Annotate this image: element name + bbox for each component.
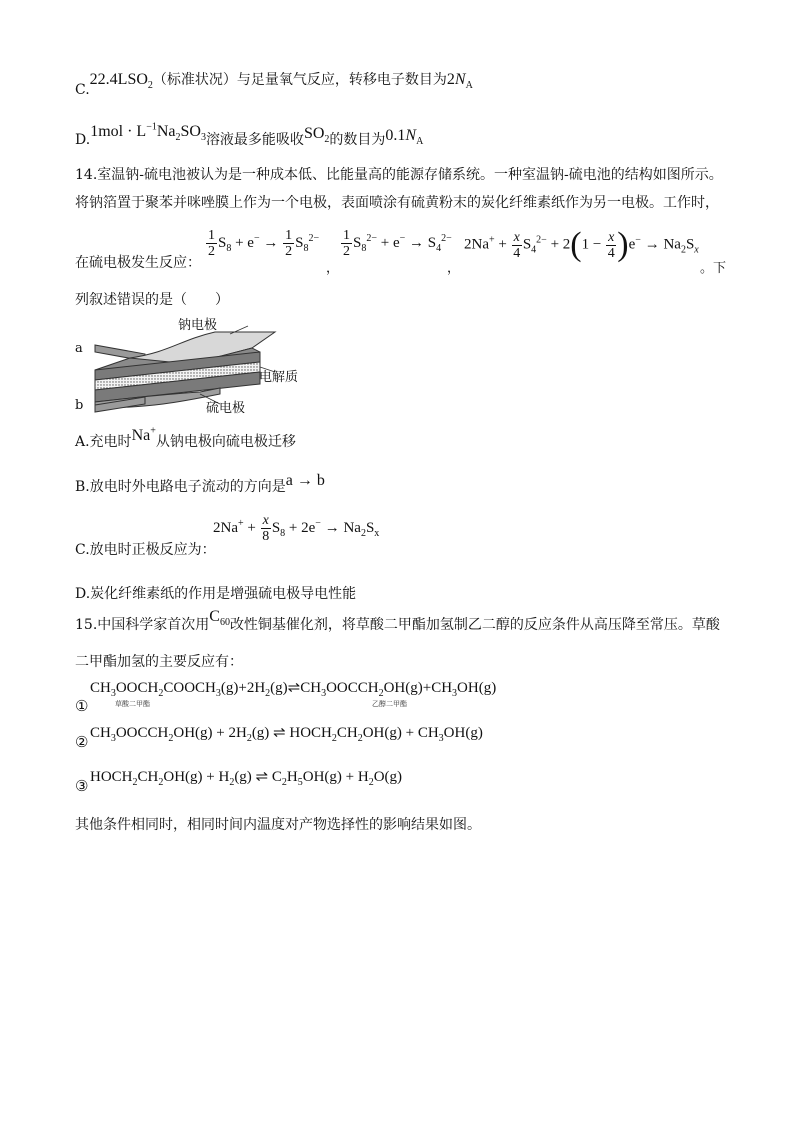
q15-conclusion: 其他条件相同时，相同时间内温度对产物选择性的影响结果如图。: [75, 817, 481, 833]
option-d-text2: 的数目为: [329, 132, 386, 148]
reaction-2: $CH_3OOCCH_2OH(g) + 2H_2(g)$ ⇌ $HOCH_2CH_2OH(g) + CH_3OH(g)$: [90, 725, 483, 744]
reaction-number-3: ③: [75, 777, 89, 795]
q14-line1: 14.室温钠-硫电池被认为是一种成本低、比能量高的能源存储系统。一种室温钠-硫电池的结构如图所示。: [75, 167, 723, 183]
q13-option-c: [75, 71, 473, 100]
reaction-1: $CH_3OOCH_2COOCH_3(g)+2H_2(g)\rightleftharpoons CH_3OOCCH_2OH(g)+CH_3OH(g)$: [90, 680, 497, 699]
option-c-answer: $2N_A$: [446, 71, 473, 92]
q14-line4: 列叙述错误的是（ ）: [75, 292, 229, 308]
option-d-prefix: D.: [75, 132, 91, 148]
volume-so2: $22.4LSO_2$: [89, 71, 153, 92]
q14-option-c-prefix: C.放电时正极反应为：: [75, 542, 216, 558]
std-condition: （标准状况）: [152, 72, 237, 88]
option-c-text: 与足量氧气反应，转移电子数目为: [236, 72, 447, 88]
reaction-3: $HOCH_2CH_2OH(g) + H_2(g)$ ⇌ $C_2H_5OH(g) + H_2O(g)$: [90, 769, 403, 788]
q13-option-d: [75, 121, 424, 150]
option-d-text1: 溶液最多能吸收: [205, 132, 304, 148]
sulfur-reaction-2: $\frac{1}{2}$ $S_8^{2-} + e^- \to S_4^{2-}$: [343, 228, 452, 259]
label-b: b: [75, 398, 84, 413]
reaction-number-2: ②: [75, 733, 89, 751]
concentration: $1mol \cdot L^{-1}Na_2SO_3$: [90, 121, 206, 144]
sulfur-reaction-3: 2Na+ + $\frac{x}{4}$ $S_4^{2-} + 2(1$ − $\frac{x}{4}$ )$e^- \to Na_2S_x$: [464, 226, 699, 263]
label-sodium-electrode: 钠电极: [178, 318, 218, 333]
q14-line3-prefix: 在硫电极发生反应：: [75, 255, 201, 271]
q14-line3-suffix: 。下: [700, 261, 727, 276]
option-d-answer: $0.1N_A$: [385, 127, 424, 148]
label-sulfur-electrode: 硫电极: [206, 401, 246, 416]
so2-formula: $SO_2$: [303, 125, 330, 146]
under-label-2: 乙醇二甲酯: [372, 700, 407, 708]
q15-line1: 15.中国科学家首次用$C_{60}$改性铜基催化剂，将草酸二甲酯加氢制乙二醇的反应条件从高压降至常压。草酸: [75, 608, 720, 633]
q15-line2: 二甲酯加氢的主要反应有：: [75, 654, 243, 670]
label-electrolyte: 电解质: [259, 370, 299, 385]
reaction-number-1: ①: [75, 697, 89, 715]
q14-option-d: D.炭化纤维素纸的作用是增强硫电极导电性能: [75, 586, 357, 602]
sulfur-reaction-1: $\frac{1}{2}$ $S_8 + e^-$ → $\frac{1}{2}$ $S_8^{2-}$: [208, 228, 320, 259]
positive-electrode-reaction: 2Na+ + $\frac{x}{8}$ $S_8 + 2e^- \to Na_2S_x$: [213, 513, 380, 544]
label-a: a: [75, 341, 83, 356]
comma-1: ，: [326, 261, 340, 276]
q14-option-a: A.充电时Na+从钠电极向硫电极迁移: [75, 425, 296, 450]
option-c-prefix: C.: [75, 82, 90, 98]
q14-option-b: B.放电时外电路电子流动的方向是a → b: [75, 472, 325, 495]
under-label-1: 草酸二甲酯: [115, 700, 150, 708]
q14-line2: 将钠箔置于聚苯并咪唑膜上作为一个电极，表面喷涂有硫黄粉末的炭化纤维素纸作为另一电极。工作时，: [75, 195, 719, 211]
comma-2: ，: [447, 261, 461, 276]
